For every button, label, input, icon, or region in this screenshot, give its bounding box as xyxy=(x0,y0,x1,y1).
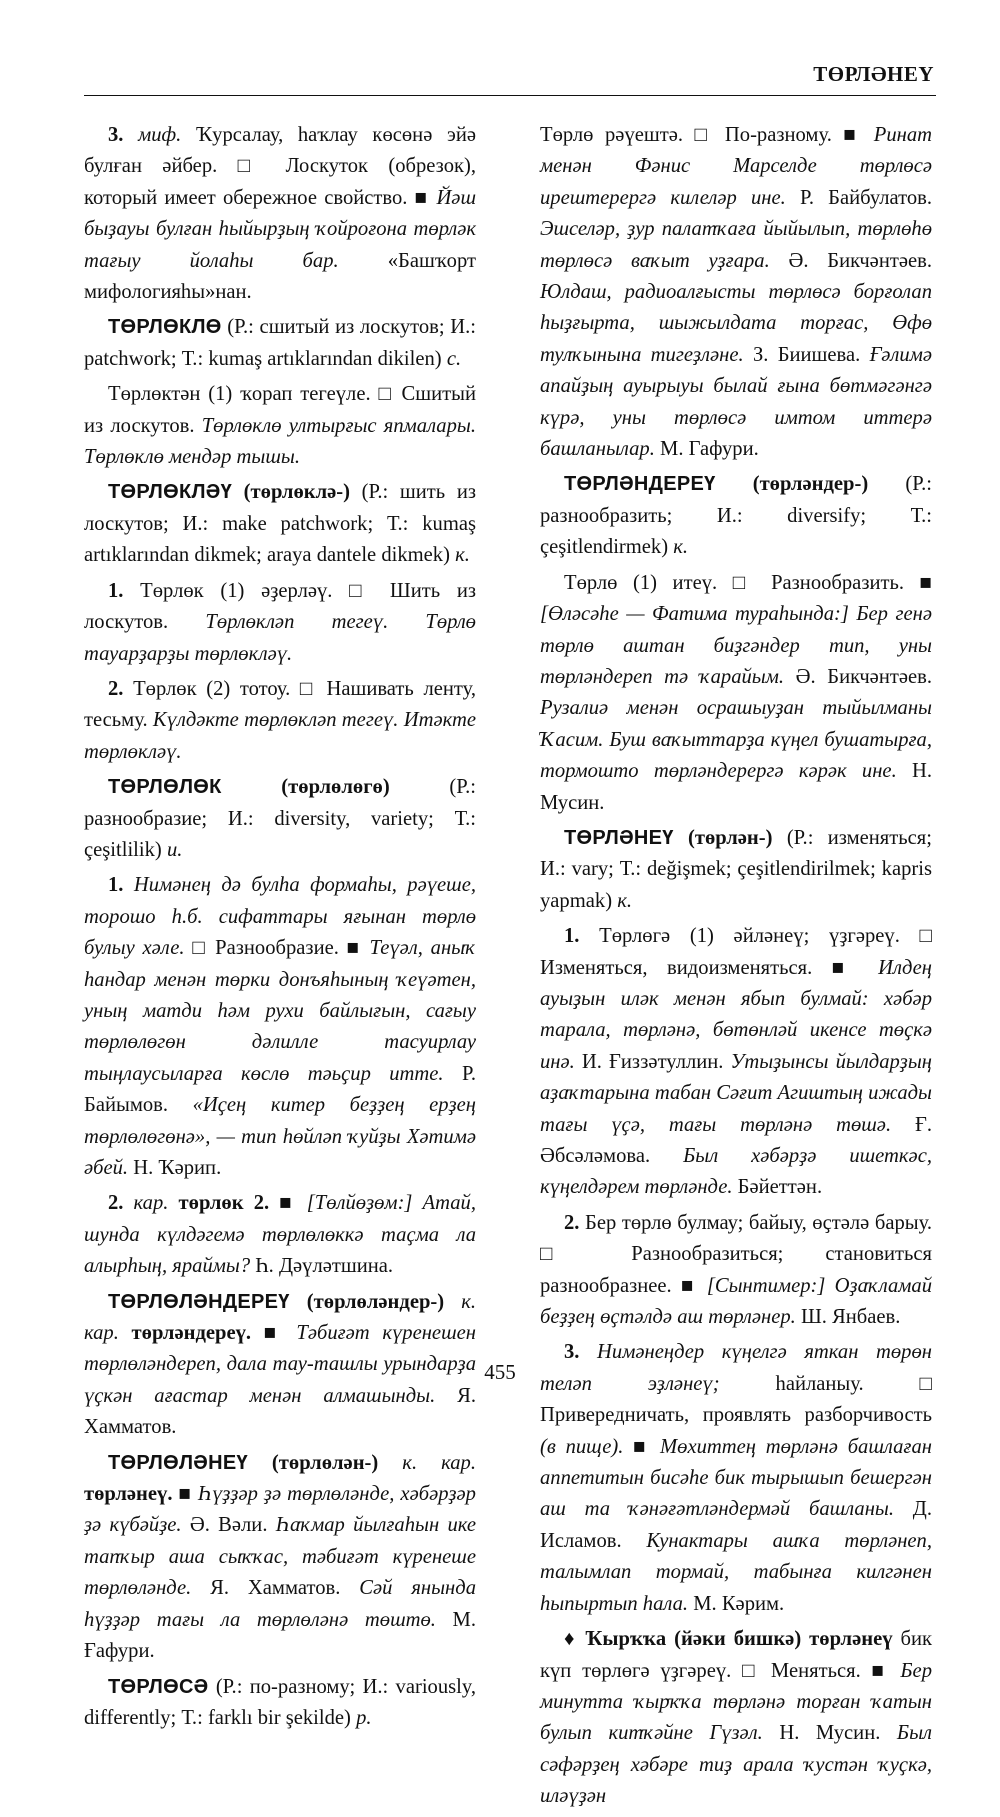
entry-sense xyxy=(84,674,476,768)
example: Сәй янында һүҙҙәр тағы ла төрлөләнә төштө. xyxy=(84,1577,476,1631)
headword: ТӨРЛӨЛӨК xyxy=(108,776,222,799)
definition: Төрлө (1) итеү. □ Разнообразить. ■ xyxy=(564,571,932,594)
sense-number: 2. xyxy=(108,677,124,700)
entry xyxy=(84,1672,476,1735)
entry xyxy=(540,823,932,917)
headword: ТӨРЛӨЛӘНДЕРЕҮ xyxy=(108,1290,290,1313)
source: Н. Мусин. xyxy=(540,760,932,814)
headword: ТӨРЛӨСӘ xyxy=(108,1675,209,1698)
cross-ref: төрлөк 2. xyxy=(168,1192,270,1215)
example: Бер минутта ҡырҡҡа төрләнә торған ҡатын булып китҡәйне Гүзәл. xyxy=(540,1659,932,1745)
source: Я. Хамматов. xyxy=(84,1384,476,1439)
example: [Сынтимер:] Оҙаҡламай беҙҙең өҫтәлдә аш төрләнер. xyxy=(540,1274,932,1329)
example: Мөхиттең төрләнә башлаған аппетитын бисәһе бик тырышып бешергән аш та ҡәнәғәтләндермәй башланы. xyxy=(540,1435,932,1521)
example: Һаҡмар йылғаһын ике тапҡыр аша сыҡҡас, тәбиғәт күренеше төрлөләнде. xyxy=(84,1514,477,1600)
stem: (төрләндер-) xyxy=(715,473,869,496)
definition: Нимәнең дә булһа формаһы, рәүеше, торошо һ.б. сифаттары яғынан төрлө булыу хәле. xyxy=(84,874,476,960)
entry xyxy=(540,469,932,563)
example: Күлдәкте төрлөкләп тегеү. Итәкте төрлөкләү. xyxy=(84,709,476,763)
stem: (төрлөлөгө) xyxy=(221,776,390,799)
header-rule xyxy=(84,95,936,96)
stem: (төрлән-) xyxy=(673,826,773,849)
source: М. Гафури. xyxy=(654,438,759,461)
source: Һ. Дәүләтшина. xyxy=(250,1255,394,1278)
definition: Төрлөгә (1) әйләнеү; үҙгәреү. □ Изменяться, видоизменяться. ■ xyxy=(540,925,932,979)
note: (в пище). xyxy=(540,1435,624,1458)
example: Һүҙҙәр ҙә төрлөләнде, хәбәрҙәр ҙә күбәйҙе. xyxy=(84,1483,476,1537)
headword: ТӨРЛӘНДЕРЕҮ xyxy=(564,473,716,496)
example: «Иҫең китер беҙҙең ерҙең төрлөлөгөнә», — тип һөйләп ҡуйҙы Хәтимә әбей. xyxy=(84,1094,476,1179)
source: Н. Ҡәрип. xyxy=(128,1157,222,1179)
source: Р. Байбулатов. xyxy=(785,186,932,209)
example: Утыҙынсы йылдарҙың аҙаҡтарына табан Сәғит Агиштың ижады тағы үҫә, тағы төрләнә төшә. xyxy=(540,1050,933,1136)
pos: р. xyxy=(356,1706,372,1729)
translations: (Р.: по-разному; И.: variously, differently; Т.: farklı bir şekilde) xyxy=(84,1675,476,1729)
sense-number: 3. xyxy=(108,124,124,146)
translations: (Р.: разнообразие; И.: diversity, variety; Т.: çeşitlilik) xyxy=(84,776,476,861)
definition: Ҡурсалау, һаҡлау көсөнә эйә булған әйбер. □ Лоскуток (обрезок), который имеет обережное свойство. ■ xyxy=(84,124,476,209)
example: [Төлйөҙөм:] Атай, шунда күлдәгемә төрлөлөккә таҫма ла алырһың, яраймы? xyxy=(84,1192,476,1278)
source: Ғ. Әбсәләмова. xyxy=(540,1113,932,1167)
source: М. Кәрим. xyxy=(688,1592,785,1615)
label-abbr: миф. xyxy=(138,124,182,146)
example: Рузалиә менән осрашыуҙан тыйылманы Ҡасим. Буш ваҡыттарҙа күңел бушатырға, тормошто төрләндерергә кәрәк ине. xyxy=(540,697,932,783)
definition: бик күп төрлөгә үҙгәреү. □ Меняться. ■ xyxy=(540,1628,933,1682)
stem: (төрлөлән-) xyxy=(247,1451,379,1474)
cross-ref: төрләндереү. xyxy=(118,1322,252,1345)
example: Илдең ауыҙын иләк менән ябып булмай: хәбәр тарала, төрләнә, бөтөнләй икенсе төҫкә инә. xyxy=(540,956,932,1073)
pos: к. xyxy=(673,536,689,559)
definition: Төрлө рәүештә. □ По-разному. ■ xyxy=(540,124,874,146)
pos: к. xyxy=(444,1290,477,1313)
cross-ref: төрләнеү. xyxy=(84,1483,173,1506)
translations: (Р.: сшитый из лоскутов; И.: patchwork; Т.: kumaş artıklarından dikilen) xyxy=(84,316,476,370)
source: «Башҡорт мифологияһы»нан. xyxy=(84,249,476,304)
definition: Төрлөктән (1) ҡорап тегеүле. □ Сшитый из лоскутов. xyxy=(84,383,476,437)
source: М. Ғафури. xyxy=(84,1608,477,1663)
pos: к. xyxy=(617,889,632,912)
definition: Нимәнеңдер күңелгә яткан төрөн теләп эҙләнеү; xyxy=(540,1341,932,1395)
entry-sense xyxy=(540,120,932,465)
label-abbr: кар. xyxy=(84,1322,119,1345)
pos: к. xyxy=(378,1451,418,1474)
diamond-icon: ♦ xyxy=(564,1628,578,1651)
left-column xyxy=(84,120,476,1738)
entry-sense xyxy=(84,120,476,308)
example: Эшселәр, ҙур палатҡаға йыйылып, төрлөһө төрлөсә ваҡыт уҙғара. xyxy=(540,218,932,272)
idiom-entry xyxy=(540,1624,932,1812)
example: Был сәфәрҙең хәбәре тиҙ арала ҡустән ҡуҫкә, иләүҙән xyxy=(540,1722,932,1808)
headword: ТӨРЛӨЛӘНЕҮ xyxy=(108,1451,248,1474)
page-number: 455 xyxy=(484,1360,516,1384)
marker: ■ xyxy=(623,1435,660,1458)
headword: ТӨРЛӨКЛӨ xyxy=(108,316,222,339)
example: Тәбиғәт күренешен төрлөләндереп, дала тау-ташлы урындарҙа үҫкән ағастар менән алмашынды. xyxy=(84,1322,476,1407)
example: Теүәл, аныҡ һандар менән төрки донъяһының ҡеүәтен, уның матди һәм рухи байлығын, сағыу төрлөлөгөн дәлилле тасуирлау тыңлаусыларға көслө тәьҫир итте. xyxy=(84,937,476,1085)
marker: ■ xyxy=(251,1322,297,1345)
pos: к. xyxy=(455,544,470,567)
source: Я. Хамматов. xyxy=(191,1577,360,1600)
marker: ■ xyxy=(172,1483,198,1506)
entry xyxy=(84,312,476,375)
running-header: ТӨРЛӘНЕҮ xyxy=(813,62,934,86)
source: Р. Байымов. xyxy=(84,1062,476,1117)
source: Бәйеттән. xyxy=(732,1176,823,1199)
source: Ш. Янбаев. xyxy=(795,1306,901,1329)
label-abbr: кар. xyxy=(123,1192,169,1215)
entry xyxy=(84,477,476,571)
example: Йәш быҙауы булған һыйырҙың ҡойроғона төрләк тағыу йолаһы бар. xyxy=(84,186,476,272)
source: Ә. Бикчәнтәев. xyxy=(769,249,932,272)
source: З. Биишева. xyxy=(743,343,870,366)
source: Н. Мусин. xyxy=(762,1722,897,1745)
translations: (Р.: разнообразить; И.: diversify; Т.: çeşitlendirmek) xyxy=(540,473,932,559)
headword: ТӨРЛӘНЕҮ xyxy=(564,826,674,849)
entry-sense xyxy=(84,870,476,1184)
sense-number: 1. xyxy=(108,579,124,602)
example: Төрлөклө ултырғыс япмалары. Төрлөклө мендәр тышы. xyxy=(84,414,476,469)
sense-number: 3. xyxy=(564,1341,580,1364)
example: Юлдаш, радиоалғысты төрлөсә борғолап һыҙғырта, шыжылдата торғас, Өфө тулҡынына тигеҙләне. xyxy=(540,281,932,366)
example: Ринат менән Фәнис Марселде төрлөсә ирештерергә килеләр ине. xyxy=(540,124,932,209)
source: Д. Исламов. xyxy=(540,1498,932,1552)
entry-sense xyxy=(84,576,476,670)
entry-sense xyxy=(84,1188,476,1282)
sense-number: 1. xyxy=(108,874,124,897)
stem: (төрлөклә-) xyxy=(232,481,351,504)
example: [Өләсәһе — Фатима тураһында:] Бер генә төрлө аштан биҙгәндер тип, уны төрләндереп тә ҡарайым. xyxy=(540,603,932,688)
definition: Төрлөк (2) тотоу. □ Нашивать ленту, тесьму. xyxy=(84,677,476,732)
pos: с. xyxy=(446,347,462,370)
entry-sense xyxy=(540,568,932,819)
definition: Төрлөк (1) әҙерләү. □ Шить из лоскутов. xyxy=(84,579,476,634)
label-abbr: кар. xyxy=(417,1451,476,1474)
sense-number: 2. xyxy=(108,1192,124,1215)
stem: (төрлөләндер-) xyxy=(289,1290,445,1313)
example: Ғәлимә апайҙың ауырыуы былай ғына бөтмәгәнгә күрә, уны төрлөсә имтом иттерә башланылар. xyxy=(540,343,932,461)
translation: □ Разнообразие. ■ xyxy=(184,937,370,960)
example: Был хәбәрҙә ишеткәс, күңелдәрем төрләнде. xyxy=(540,1145,932,1199)
translations: (Р.: изменяться; И.: vary; Т.: değişmek; çeşitlendirilmek; kapris yapmak) xyxy=(540,826,932,912)
right-column xyxy=(540,120,932,1817)
headword: ТӨРЛӨКЛӘҮ xyxy=(108,481,233,504)
idiom: Ҡырҡҡа (йәки бишкә) төрләнеү xyxy=(577,1628,893,1651)
entry-sense xyxy=(84,379,476,473)
entry xyxy=(84,772,476,866)
entry xyxy=(84,1448,476,1668)
entry-sense xyxy=(540,1208,932,1334)
source: И. Ғиззәтуллин. xyxy=(574,1050,731,1073)
source: Ә. Бикчәнтәев. xyxy=(784,665,932,688)
source: Ә. Вәли. xyxy=(181,1514,276,1537)
translation: һайланыу. □ Привередничать, проявлять разборчивость xyxy=(540,1372,932,1427)
entry-sense xyxy=(540,921,932,1204)
example: Төрлөкләп тегеү. Төрлө тауарҙарҙы төрлөкләү. xyxy=(84,611,476,665)
sense-number: 2. xyxy=(564,1211,580,1234)
marker: ■ xyxy=(269,1192,307,1215)
definition: Бер төрлө булмау; байыу, өҫтәлә барыу. □ Разнообразиться; становиться разнообразнее. ■ xyxy=(540,1211,932,1297)
example: Кунактары ашҡа төрләнеп, талымлап тормай, табынға килгәнен һыпыртып һала. xyxy=(540,1529,933,1615)
translations: (Р.: шить из лоскутов; И.: make patchwork; Т.: kumaş artıklarından dikmek; araya dantele dikmek) xyxy=(84,481,476,567)
sense-number: 1. xyxy=(564,925,580,948)
pos: и. xyxy=(166,838,183,861)
